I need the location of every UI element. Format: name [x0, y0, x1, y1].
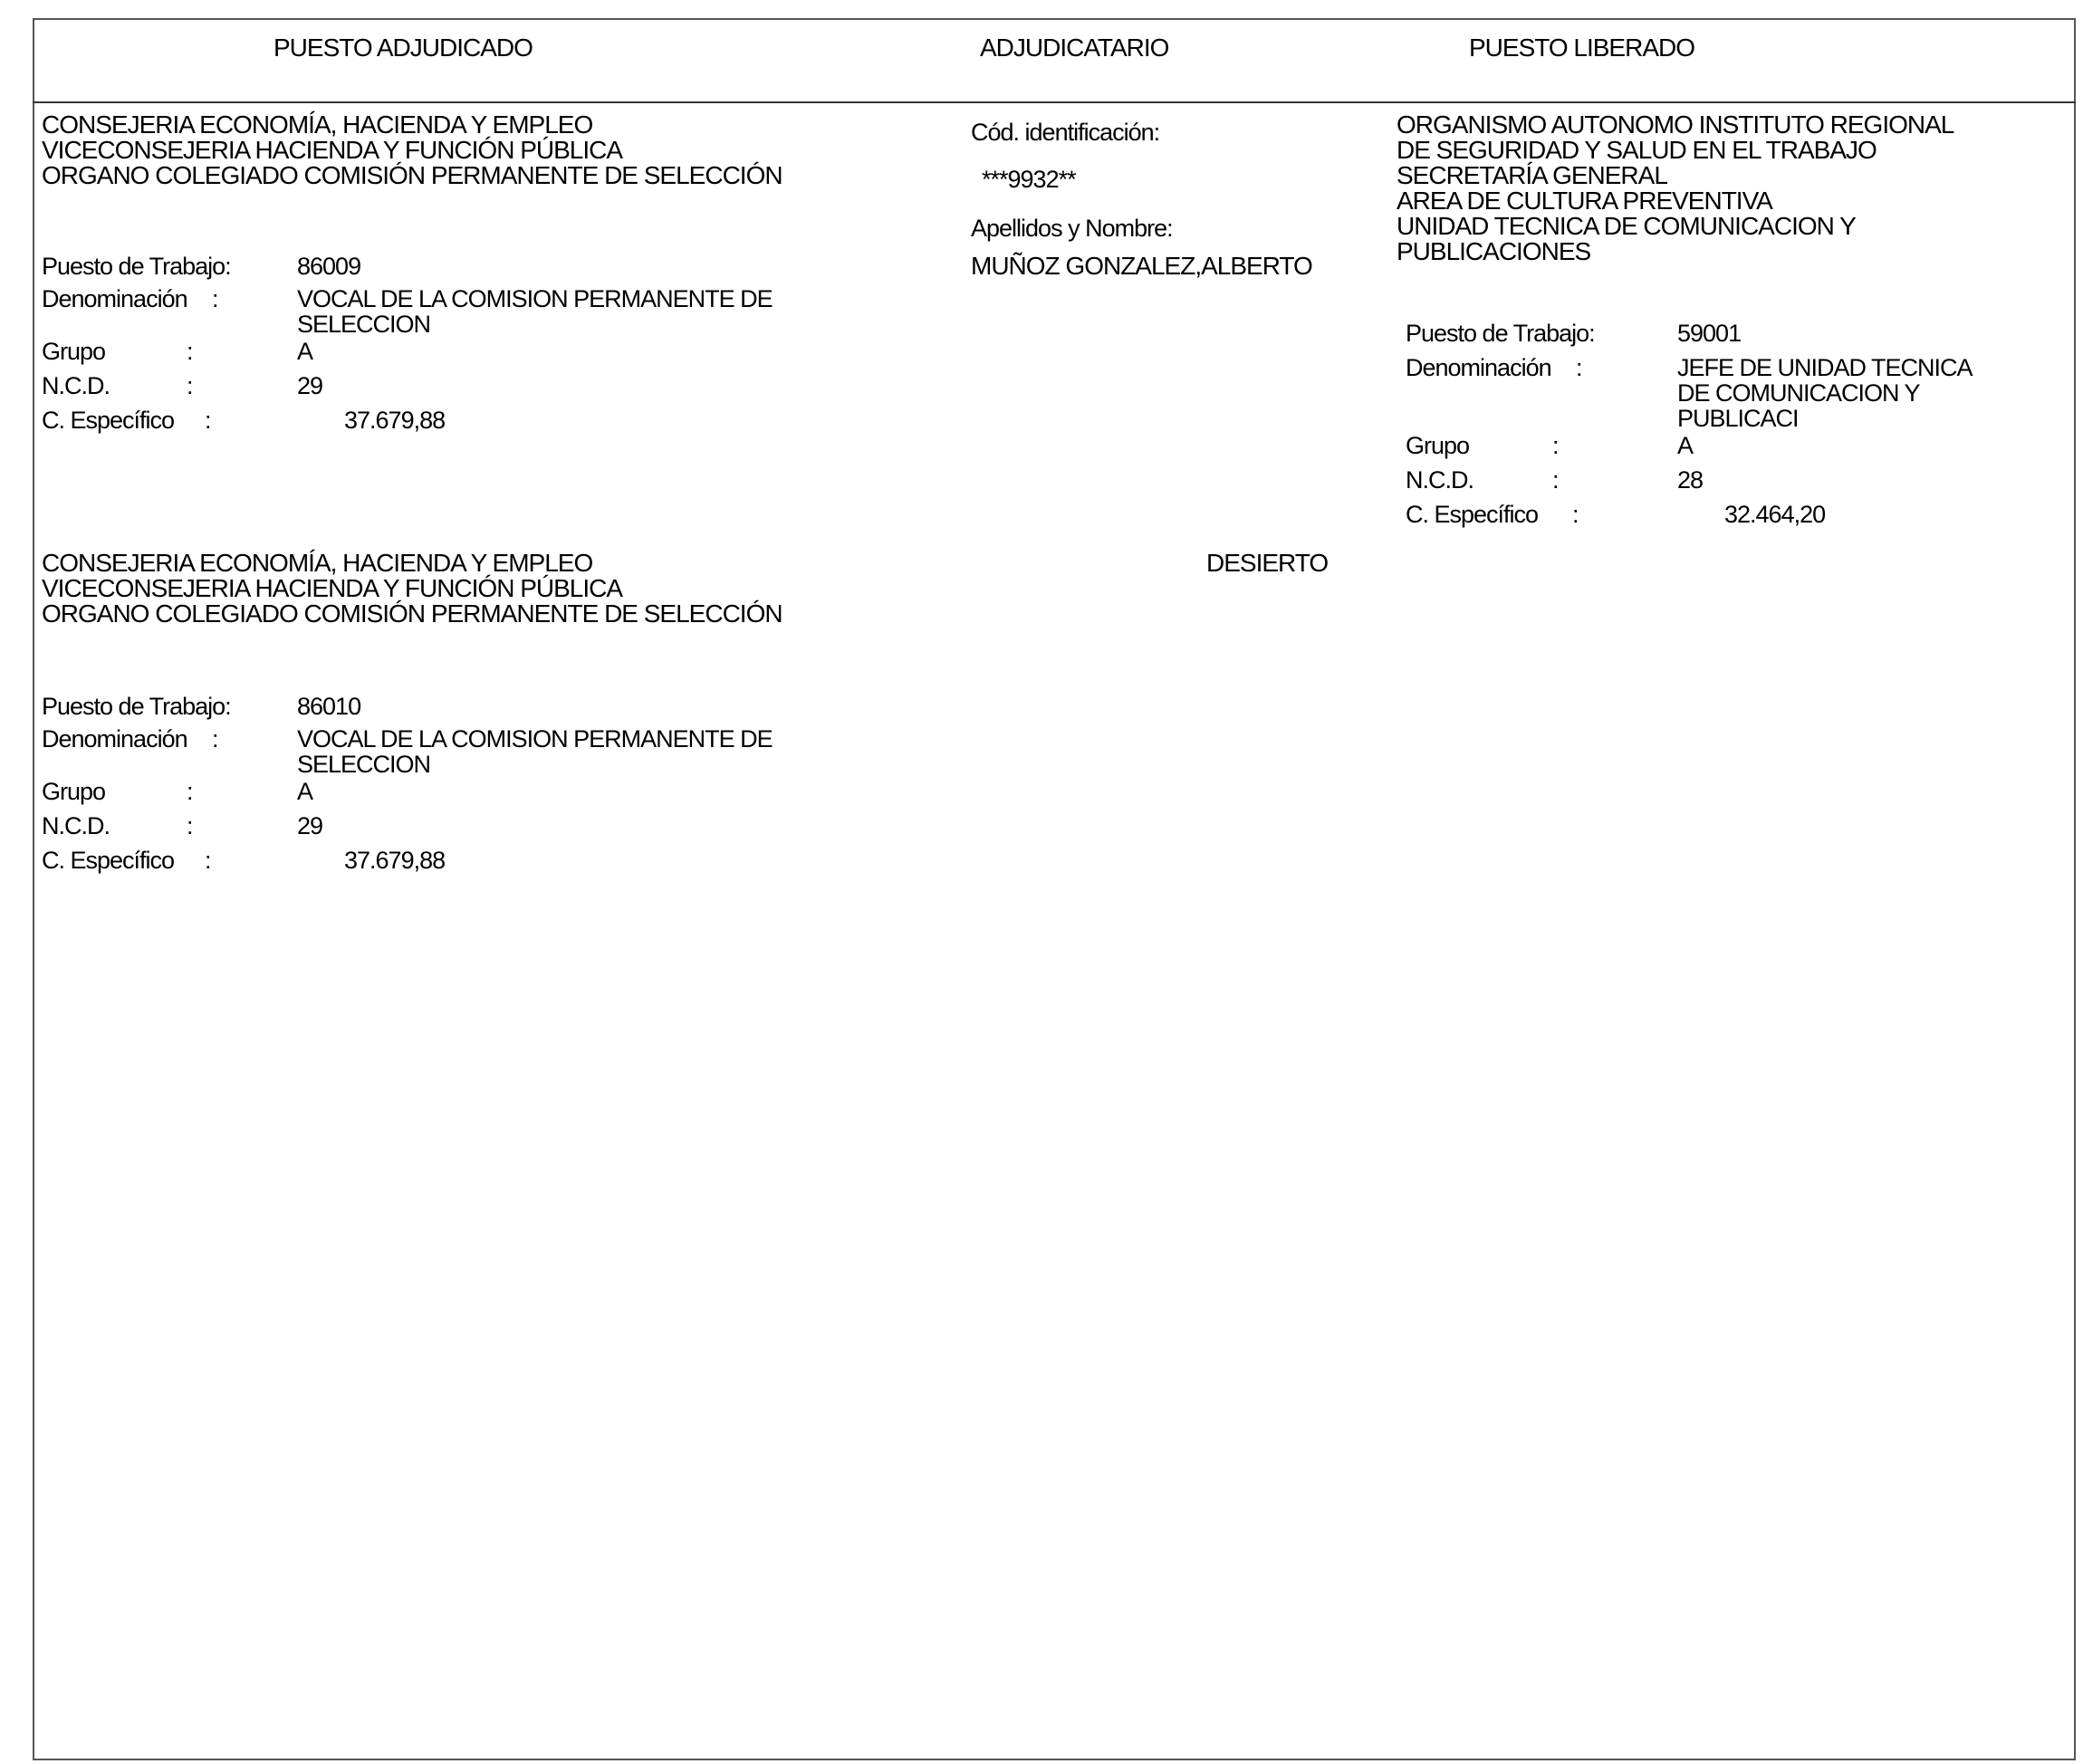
- liberado-grupo-label: Grupo: [1406, 432, 1470, 459]
- c-especifico-value: 37.679,88: [344, 847, 446, 874]
- org-line: ORGANO COLEGIADO COMISIÓN PERMANENTE DE SELECCIÓN: [42, 599, 782, 628]
- grupo-label: Grupo: [42, 338, 106, 365]
- denominacion-value-line: SELECCION: [297, 311, 431, 338]
- liberado-ncd-label: N.C.D.: [1406, 466, 1473, 494]
- org-line: CONSEJERIA ECONOMÍA, HACIENDA Y EMPLEO: [42, 549, 593, 577]
- org-line: ORGANISMO AUTONOMO INSTITUTO REGIONAL: [1397, 110, 1954, 139]
- org-line: CONSEJERIA ECONOMÍA, HACIENDA Y EMPLEO: [42, 110, 593, 139]
- c-especifico-label: C. Específico: [42, 847, 175, 874]
- label-colon: :: [1552, 432, 1559, 459]
- denominacion-label: Denominación: [42, 725, 187, 753]
- apellidos-nombre-value: MUÑOZ GONZALEZ,ALBERTO: [971, 252, 1312, 280]
- label-colon: :: [1572, 501, 1579, 528]
- liberado-grupo-value: A: [1677, 432, 1694, 459]
- label-colon: :: [187, 778, 193, 805]
- liberado-denominacion-line: PUBLICACI: [1677, 405, 1799, 432]
- liberado-ncd-value: 28: [1677, 466, 1704, 494]
- label-colon: :: [212, 285, 218, 312]
- denominacion-value-line: VOCAL DE LA COMISION PERMANENTE DE: [297, 725, 773, 753]
- cod-identificacion-label: Cód. identificación:: [971, 119, 1160, 146]
- org-line: ORGANO COLEGIADO COMISIÓN PERMANENTE DE SELECCIÓN: [42, 161, 782, 189]
- label-colon: :: [1552, 466, 1559, 494]
- org-line: SECRETARÍA GENERAL: [1397, 161, 1667, 189]
- ncd-label: N.C.D.: [42, 812, 110, 839]
- column-header-adjudicatario: ADJUDICATARIO: [980, 34, 1169, 62]
- column-header-puesto-adjudicado: PUESTO ADJUDICADO: [274, 34, 533, 62]
- grupo-value: A: [297, 338, 313, 365]
- header-divider: [33, 101, 2076, 103]
- org-line: VICECONSEJERIA HACIENDA Y FUNCIÓN PÚBLICA: [42, 574, 623, 602]
- grupo-value: A: [297, 778, 313, 805]
- denominacion-value-line: SELECCION: [297, 751, 431, 778]
- org-line: DE SEGURIDAD Y SALUD EN EL TRABAJO: [1397, 136, 1877, 164]
- grupo-label: Grupo: [42, 778, 106, 805]
- cod-identificacion-value: ***9932**: [982, 166, 1076, 193]
- c-especifico-value: 37.679,88: [344, 407, 446, 434]
- label-colon: :: [187, 812, 193, 839]
- puesto-trabajo-value: 86009: [297, 253, 361, 280]
- org-line: UNIDAD TECNICA DE COMUNICACION Y: [1397, 212, 1856, 240]
- liberado-organization: [1397, 112, 1953, 264]
- liberado-denominacion-label: Denominación: [1406, 354, 1551, 381]
- liberado-denominacion-line: DE COMUNICACION Y: [1677, 379, 1920, 407]
- liberado-c-especifico-value: 32.464,20: [1724, 501, 1826, 528]
- liberado-puesto-trabajo-label: Puesto de Trabajo:: [1406, 320, 1595, 347]
- puesto-trabajo-label: Puesto de Trabajo:: [42, 253, 231, 280]
- label-colon: :: [187, 372, 193, 399]
- denominacion-label: Denominación: [42, 285, 187, 312]
- column-header-puesto-liberado: PUESTO LIBERADO: [1469, 34, 1695, 62]
- entry-2-organization: [42, 551, 782, 627]
- org-line: VICECONSEJERIA HACIENDA Y FUNCIÓN PÚBLICA: [42, 136, 623, 164]
- label-colon: :: [205, 847, 211, 874]
- apellidos-nombre-label: Apellidos y Nombre:: [971, 215, 1173, 242]
- label-colon: :: [1576, 354, 1582, 381]
- label-colon: :: [205, 407, 211, 434]
- ncd-value: 29: [297, 372, 323, 399]
- ncd-label: N.C.D.: [42, 372, 110, 399]
- puesto-trabajo-label: Puesto de Trabajo:: [42, 693, 231, 720]
- label-colon: :: [187, 338, 193, 365]
- denominacion-value-line: VOCAL DE LA COMISION PERMANENTE DE: [297, 285, 773, 312]
- liberado-denominacion-line: JEFE DE UNIDAD TECNICA: [1677, 354, 1973, 381]
- desierto-status: DESIERTO: [1206, 549, 1329, 577]
- liberado-puesto-trabajo-value: 59001: [1677, 320, 1742, 347]
- org-line: PUBLICACIONES: [1397, 237, 1591, 265]
- org-line: AREA DE CULTURA PREVENTIVA: [1397, 187, 1772, 215]
- ncd-value: 29: [297, 812, 323, 839]
- label-colon: :: [212, 725, 218, 753]
- c-especifico-label: C. Específico: [42, 407, 175, 434]
- liberado-c-especifico-label: C. Específico: [1406, 501, 1539, 528]
- puesto-trabajo-value: 86010: [297, 693, 361, 720]
- entry-1-organization: [42, 112, 782, 188]
